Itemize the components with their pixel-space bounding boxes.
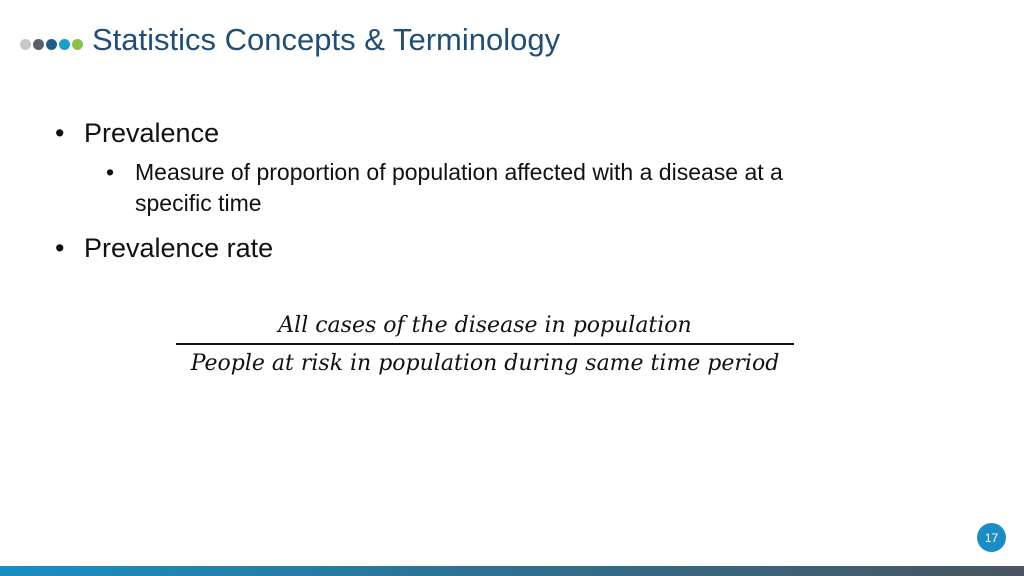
formula-denominator: People at risk in population during same time period: [190, 351, 780, 376]
sub-bullet-line-1: Measure of proportion of population affected with a disease at a: [135, 159, 783, 185]
bullet-prevalence: [55, 116, 219, 150]
bullet-mark: •: [55, 118, 65, 148]
sub-bullet-line-2: specific time: [135, 190, 262, 216]
prevalence-rate-formula: [176, 311, 794, 379]
header-dot: [20, 39, 31, 50]
header-dot: [33, 39, 44, 50]
bullet-prevalence-rate: [55, 231, 273, 265]
bullet-text: Prevalence rate: [84, 233, 274, 263]
bullet-text: Prevalence: [84, 118, 220, 148]
header-dot: [46, 39, 57, 50]
header-dot: [72, 39, 83, 50]
bullet-mark: •: [106, 159, 115, 185]
bullet-mark: •: [55, 233, 65, 263]
header-dot: [59, 39, 70, 50]
header-dots: [20, 39, 83, 50]
footer-bar: [0, 566, 1024, 576]
formula-numerator: All cases of the disease in population: [278, 313, 692, 338]
page-number-badge: 17: [977, 523, 1006, 552]
fraction-bar: [176, 343, 794, 345]
slide-title: Statistics Concepts & Terminology: [92, 22, 561, 57]
sub-bullet-measure: [106, 157, 783, 219]
